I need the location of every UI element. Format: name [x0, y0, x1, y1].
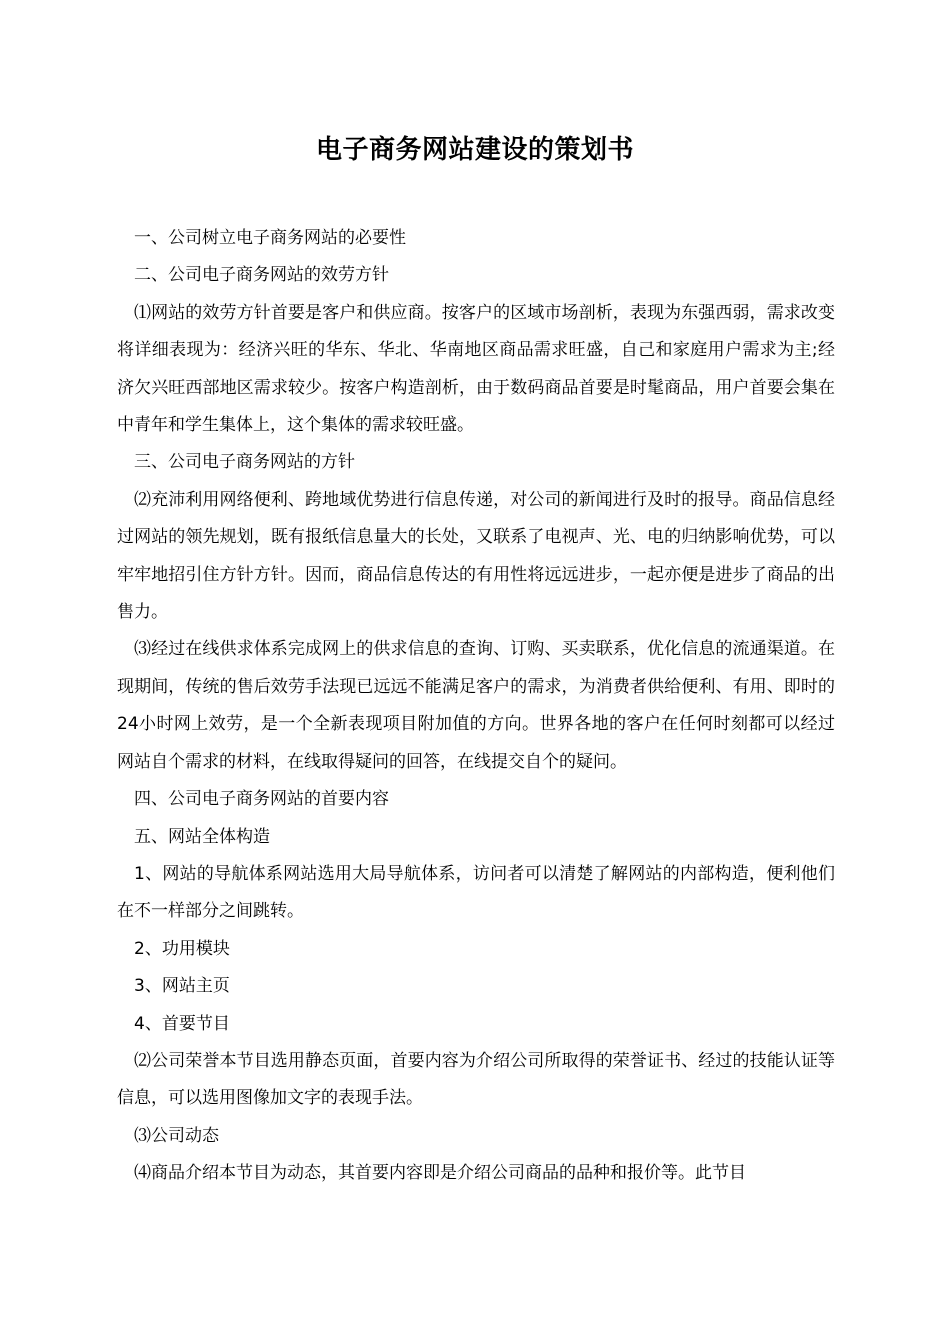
paragraph-item: ⑵公司荣誉本节目选用静态页面，首要内容为介绍公司所取得的荣誉证书、经过的技能认证等信息，可以选用图像加文字的表现手法。	[117, 1050, 835, 1109]
paragraph-item: ⑶经过在线供求体系完成网上的供求信息的查询、订购、买卖联系，优化信息的流通渠道。在现期间，传统的售后效劳手法现已远远不能满足客户的需求，为消费者供给便利、有用、即时的24小时网上效劳，是一个全新表现项目附加值的方向。世界各地的客户在任何时刻都可以经过网站自个需求的材料，在线取得疑问的回答，在线提交自个的疑问。	[117, 639, 835, 772]
paragraph-item: 4、首要节目	[134, 1013, 230, 1034]
paragraph-section-2: 二、公司电子商务网站的效劳方针	[134, 265, 389, 286]
paragraph-item: 1、网站的导航体系网站选用大局导航体系，访问者可以清楚了解网站的内部构造，便利他们在不一样部分之间跳转。	[117, 863, 835, 922]
paragraph-item: 3、网站主页	[134, 976, 230, 997]
paragraph-section-1: 一、公司树立电子商务网站的必要性	[134, 228, 406, 248]
document-body	[117, 220, 835, 1193]
paragraph-item: 2、功用模块	[134, 938, 230, 959]
paragraph-item: ⑴网站的效劳方针首要是客户和供应商。按客户的区域市场剖析，表现为东强西弱，需求改变将详细表现为：经济兴旺的华东、华北、华南地区商品需求旺盛，自己和家庭用户需求为主;经济欠兴旺西部地区需求较少。按客户构造剖析，由于数码商品首要是时髦商品，用户首要会集在中青年和学生集体上，这个集体的需求较旺盛。	[117, 302, 835, 436]
paragraph-section-5: 五、网站全体构造	[134, 826, 270, 847]
paragraph-section-4: 四、公司电子商务网站的首要内容	[134, 789, 389, 810]
paragraph-item: ⑶公司动态	[134, 1125, 219, 1146]
paragraph-section-3: 三、公司电子商务网站的方针	[134, 452, 355, 473]
document-title: 电子商务网站建设的策划书	[315, 135, 634, 165]
paragraph-item: ⑵充沛利用网络便利、跨地域优势进行信息传递，对公司的新闻进行及时的报导。商品信息经过网站的领先规划，既有报纸信息量大的长处，又联系了电视声、光、电的归纳影响优势，可以牢牢地招引住方针方针。因而，商品信息传达的有用性将远远进步，一起亦便是进步了商品的出售力。	[117, 489, 835, 623]
paragraph-item: ⑷商品介绍本节目为动态，其首要内容即是介绍公司商品的品种和报价等。此节目	[134, 1163, 746, 1184]
